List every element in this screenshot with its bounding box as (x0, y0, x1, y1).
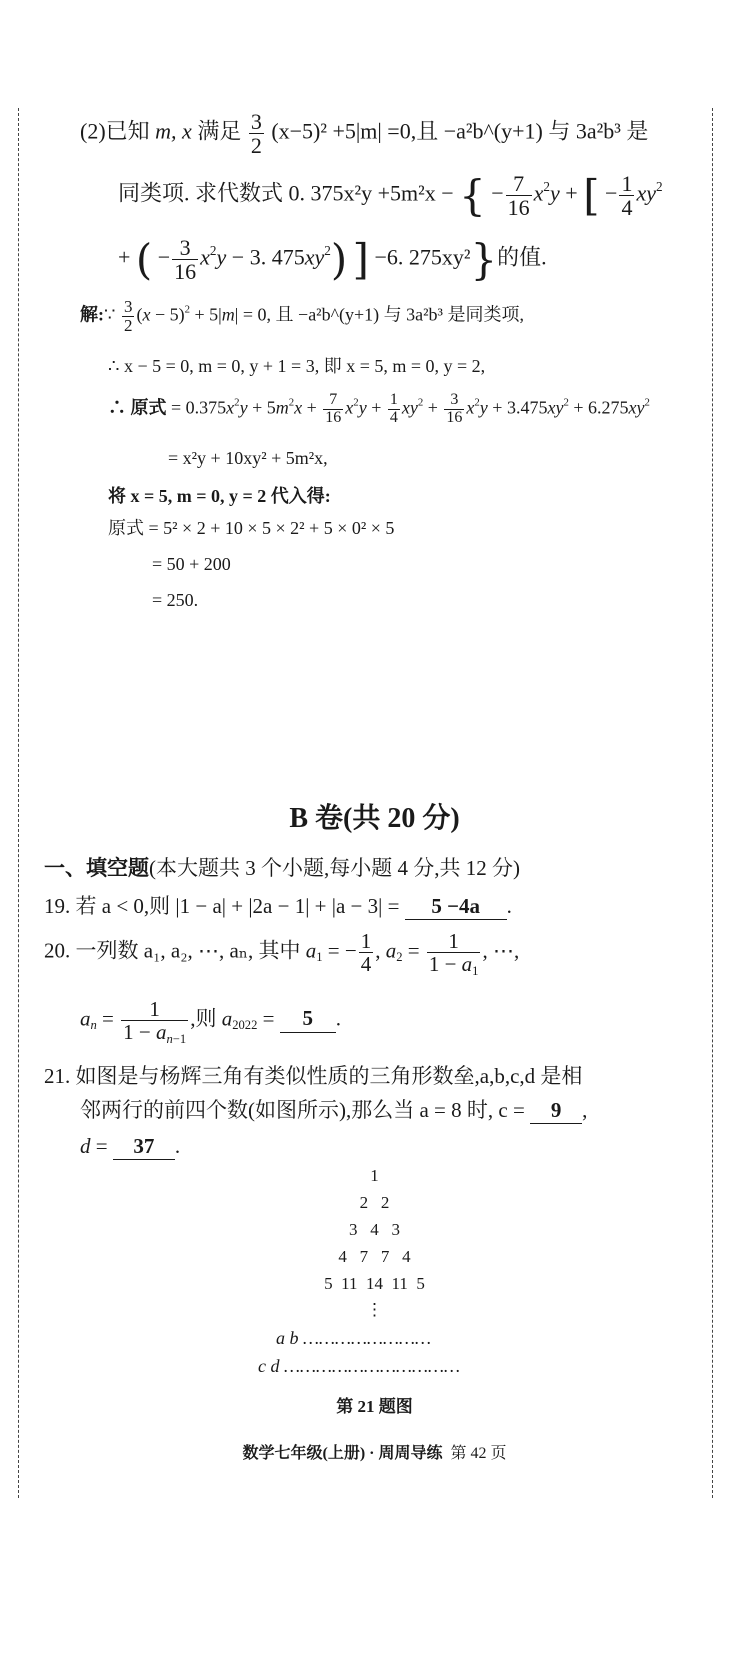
question-20-line-2: $a_n$ = $\frac{1}{1 - a_{n-1}}$ ,则 $a_{2022} = 5$ . (80, 997, 341, 1046)
solution-label: 解: (80, 304, 104, 325)
q19-num: 19. (44, 894, 71, 918)
question-21-line-1 (44, 1064, 582, 1089)
q21-line1: 如图是与杨辉三角有类似性质的三角形数垒,a,b,c,d 是相 (75, 1064, 583, 1088)
triangle-row-5: 5 11 14 11 5 (324, 1274, 425, 1293)
question-2-line-2: 同类项. 求代数式 0. 375x²y +5m²x − { − $\frac{7}{16}$ $x^2y$ + [ − $\frac{1}{4}$ $xy^2$ (118, 170, 663, 221)
q2-line2: 同类项. 求代数式 0. 375x²y +5m²x (118, 180, 436, 206)
question-21-line-3: d = 37 . (80, 1134, 180, 1160)
solution-line-6: 原式 = 5² × 2 + 10 × 5 × 2² + 5 × 0² × 5 (108, 518, 395, 538)
solution-line-3: ∴ 原式 = $0.375x^2y + 5m^2x$ + $\frac{7}{16}$ $x^2y$ + $\frac{1}{4}$ $xy^2$ + $\frac{3}{16}$ $x^2y + 3.475xy^2 + 6.275xy^2$ (108, 391, 650, 426)
q2-condition: (x−5)² +5|m| =0,且 −a²b^(y+1) 与 3a²b³ 是 (271, 118, 649, 144)
q20-answer: 5 (280, 1006, 336, 1032)
q20-num: 20. (44, 938, 71, 963)
page-footer (0, 1440, 749, 1463)
question-19: 19. 若 a < 0,则 |1 − a| + |2a − 1| + |a − 3| = 5 −4a . (44, 894, 512, 920)
q2-line3: −6. 275xy² (374, 244, 471, 270)
solution-line-8: = 250. (152, 590, 199, 610)
fraction-1-4: $\frac{1}{4}$ (621, 171, 633, 221)
q2-tail: 的值. (497, 244, 547, 270)
q20-cont: 则 (195, 1006, 217, 1031)
q21-answer-c: 9 (530, 1098, 582, 1124)
figure-caption: 第 21 题图 (336, 1397, 413, 1416)
triangle-row-4: 4 7 7 4 (338, 1247, 411, 1266)
fraction-7-16: $\frac{7}{16}$ (507, 171, 530, 221)
solution-line-2: ∴ x − 5 = 0, m = 0, y + 1 = 3, 即 x = 5, m = 0, y = 2, (108, 356, 486, 376)
question-2-line-3: + ( − $\frac{3}{16}$ $x^2y - 3$. $475xy^2$) ] −6. 275xy²}的值. (118, 234, 547, 285)
footer-book: 数学七年级(上册) · 周周导练 (242, 1445, 443, 1462)
triangle-row-cd: c d …………………………… (258, 1356, 461, 1376)
triangle-row-2: 2 2 (359, 1193, 390, 1212)
q21-answer-d: 37 (113, 1134, 175, 1160)
fill-blank-heading (44, 856, 520, 881)
section-b-title: B 卷(共 20 分) (289, 803, 460, 834)
question-20-line-1: 20. 一列数 a₁, a₂, ⋯, aₙ, 其中 $a_1$ = − $\frac{1}{4}$ , $a_2$ = $\frac{1}{1 - a_1}$ , ⋯, (44, 929, 520, 978)
q20-text: 一列数 a₁, a₂, ⋯, aₙ, 其中 (75, 938, 301, 963)
solution-line1-text: 且 −a²b^(y+1) 与 3a²b³ 是同类项, (275, 304, 524, 325)
fill-heading: 一、填空题 (44, 856, 149, 880)
q19-text: 若 a < 0,则 |1 − a| + |2a − 1| + |a − 3| = (75, 894, 400, 918)
q21-num: 21. (44, 1064, 71, 1088)
solution-line-5: 将 x = 5, m = 0, y = 2 代入得: (108, 486, 331, 506)
triangle-row-1: 1 (370, 1166, 379, 1185)
triangle-row-ab: a b …………………… (276, 1328, 432, 1348)
triangle-row-dots: ⋮ (366, 1300, 383, 1319)
q19-answer: 5 −4a (405, 894, 507, 920)
question-2-line-1 (80, 110, 648, 157)
fraction-3-16: $\frac{3}{16}$ (174, 235, 197, 285)
solution-line-1: 解:∵ $\frac{3}{2}$ $(x - 5)^2 + 5|m| = 0$, 且 −a²b^(y+1) 与 3a²b³ 是同类项, (80, 297, 524, 335)
solution-line-7: = 50 + 200 (152, 554, 231, 574)
q21-line2: 邻两行的前四个数(如图所示),那么当 a = 8 时, c = (80, 1098, 525, 1122)
q2-label: (2)已知 (80, 118, 150, 144)
solution-line-4: = x²y + 10xy² + 5m²x, (168, 448, 328, 468)
solution-line3-prefix: ∴ 原式 (108, 397, 167, 418)
fill-note: (本大题共 3 个小题,每小题 4 分,共 12 分) (149, 856, 520, 880)
fraction-3-2: $\frac{3}{2}$ (250, 109, 262, 159)
footer-page: 第 42 页 (450, 1445, 507, 1462)
q2-mid: 满足 (197, 118, 242, 144)
triangle-row-3: 3 4 3 (349, 1220, 400, 1239)
question-21-line-2: 邻两行的前四个数(如图所示),那么当 a = 8 时, c = 9 , (80, 1098, 587, 1124)
q2-vars: m, x (155, 118, 192, 144)
